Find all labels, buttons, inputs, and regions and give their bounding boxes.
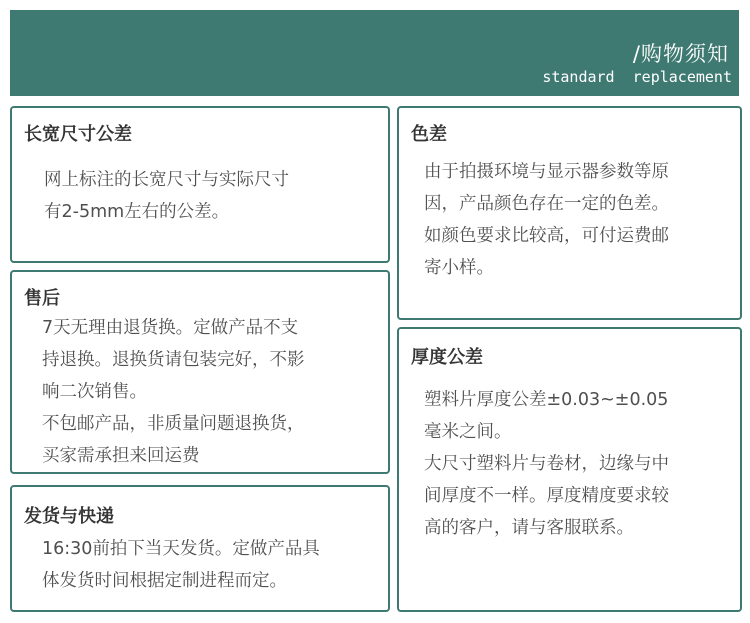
- color-difference-title: 色差: [411, 124, 447, 145]
- shipping-body: [42, 533, 320, 597]
- text-line: 持退换。退换货请包装完好，不影: [42, 350, 305, 370]
- text-line: 大尺寸塑料片与卷材，边缘与中: [424, 454, 669, 474]
- after-sales-title: 售后: [24, 288, 60, 309]
- thickness-tolerance-body: [424, 384, 669, 544]
- size-tolerance-title: 长宽尺寸公差: [24, 124, 132, 145]
- header-banner: [10, 10, 739, 96]
- shipping-title: 发货与快递: [24, 506, 114, 527]
- text-line: 买家需承担来回运费: [42, 446, 200, 466]
- text-line: 塑料片厚度公差±0.03~±0.05: [424, 390, 669, 410]
- text-line: 体发货时间根据定制进程而定。: [42, 571, 287, 591]
- text-line: 网上标注的长宽尺寸与实际尺寸: [44, 170, 289, 190]
- shipping-card: [10, 485, 390, 612]
- text-line: 有2-5mm左右的公差。: [44, 202, 230, 222]
- page-title: /购物须知: [632, 42, 729, 66]
- color-difference-body: [424, 156, 669, 284]
- text-line: 间厚度不一样。厚度精度要求较: [424, 486, 669, 506]
- text-line: 由于拍摄环境与显示器参数等原: [424, 162, 669, 182]
- size-tolerance-body: [44, 164, 289, 228]
- text-line: 高的客户，请与客服联系。: [424, 518, 634, 538]
- thickness-tolerance-title: 厚度公差: [411, 347, 483, 368]
- after-sales-body: [42, 312, 305, 472]
- text-line: 16:30前拍下当天发货。定做产品具: [42, 539, 320, 559]
- color-difference-card: [397, 106, 742, 320]
- text-line: 不包邮产品，非质量问题退换货，: [42, 414, 305, 434]
- text-line: 如颜色要求比较高，可付运费邮: [424, 226, 669, 246]
- after-sales-card: [10, 270, 390, 474]
- text-line: 寄小样。: [424, 258, 494, 278]
- page-subtitle: standard replacement: [542, 68, 732, 86]
- text-line: 响二次销售。: [42, 382, 147, 402]
- text-line: 因，产品颜色存在一定的色差。: [424, 194, 669, 214]
- thickness-tolerance-card: [397, 327, 742, 612]
- text-line: 7天无理由退货换。定做产品不支: [42, 318, 299, 338]
- text-line: 毫米之间。: [424, 422, 512, 442]
- size-tolerance-card: [10, 106, 390, 263]
